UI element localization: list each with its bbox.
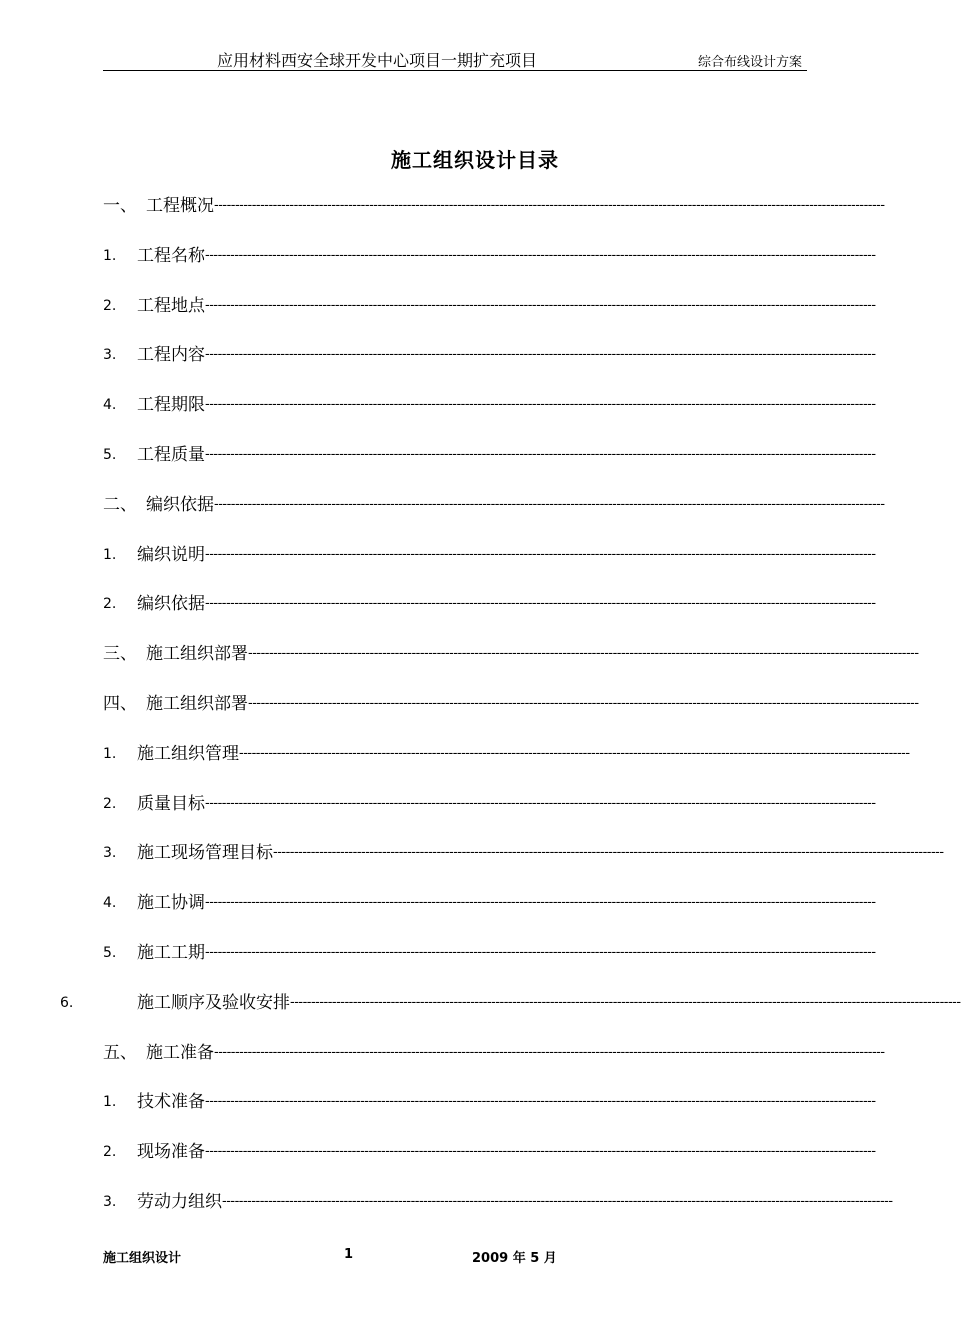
toc-entry-label: 技术准备 [137, 1092, 205, 1112]
toc-entry-text [137, 443, 876, 467]
toc-leader-dashes: ---------------------------------------------------------------------------------------------------------------------------------------------------------------- [205, 547, 876, 562]
toc-entry-label: 施工准备 [146, 1043, 214, 1063]
toc-entry-number: 6. [60, 995, 74, 1011]
toc-entry-number: 5. [103, 447, 117, 463]
toc-leader-dashes: ---------------------------------------------------------------------------------------------------------------------------------------------------------------- [214, 1045, 885, 1060]
toc-entry [0, 792, 950, 816]
toc-entry-number: 3. [103, 845, 117, 861]
toc-entry-number: 2. [103, 1144, 117, 1160]
toc-entry-label: 工程概况 [146, 196, 214, 216]
toc-entry-number: 3. [103, 347, 117, 363]
toc-leader-dashes: ---------------------------------------------------------------------------------------------------------------------------------------------------------------- [205, 298, 876, 313]
toc-entry-label: 现场准备 [137, 1142, 205, 1162]
toc-entry-number: 3. [103, 1194, 117, 1210]
toc-leader-dashes: ---------------------------------------------------------------------------------------------------------------------------------------------------------------- [290, 995, 961, 1010]
toc-entry [0, 1041, 950, 1065]
toc-entry-number: 三、 [103, 644, 137, 664]
toc-entry-label: 编织依据 [146, 495, 214, 515]
toc-entry-text [137, 991, 961, 1015]
toc-entry-number: 2. [103, 298, 117, 314]
toc-leader-dashes: ---------------------------------------------------------------------------------------------------------------------------------------------------------------- [248, 646, 919, 661]
toc-entry-text [137, 294, 876, 318]
toc-entry [0, 1140, 950, 1164]
toc-entry-text [137, 941, 876, 965]
toc-entry [0, 1090, 950, 1114]
toc-entry [0, 1190, 950, 1214]
toc-entry-number: 1. [103, 746, 117, 762]
toc-entry [0, 194, 950, 218]
toc-entry-text [146, 1041, 885, 1065]
toc-entry-number: 五、 [103, 1043, 137, 1063]
toc-leader-dashes: ---------------------------------------------------------------------------------------------------------------------------------------------------------------- [205, 895, 876, 910]
toc-entry-number: 2. [103, 796, 117, 812]
toc-entry-label: 工程地点 [137, 296, 205, 316]
toc-entry-label: 工程名称 [137, 246, 205, 266]
toc-entry-number: 4. [103, 895, 117, 911]
toc-entry [0, 941, 950, 965]
toc-entry [0, 692, 950, 716]
toc-entry-label: 施工组织部署 [146, 694, 248, 714]
toc-entry [0, 343, 950, 367]
toc-entry-text [146, 642, 919, 666]
toc-entry-text [137, 792, 876, 816]
toc-entry-text [146, 493, 885, 517]
toc-leader-dashes: ---------------------------------------------------------------------------------------------------------------------------------------------------------------- [239, 746, 910, 761]
toc-leader-dashes: ---------------------------------------------------------------------------------------------------------------------------------------------------------------- [205, 596, 876, 611]
toc-leader-dashes: ---------------------------------------------------------------------------------------------------------------------------------------------------------------- [205, 1094, 876, 1109]
toc-leader-dashes: ---------------------------------------------------------------------------------------------------------------------------------------------------------------- [205, 248, 876, 263]
toc-leader-dashes: ---------------------------------------------------------------------------------------------------------------------------------------------------------------- [205, 347, 876, 362]
toc-entry [0, 841, 950, 865]
toc-entry-label: 工程质量 [137, 445, 205, 465]
page-title: 施工组织设计目录 [391, 148, 559, 172]
toc-entry-label: 劳动力组织 [137, 1192, 222, 1212]
footer-page-number: 1 [344, 1247, 354, 1262]
toc-entry [0, 443, 950, 467]
toc-entry-label: 施工组织部署 [146, 644, 248, 664]
toc-entry-label: 质量目标 [137, 794, 205, 814]
toc-entry-text [137, 1090, 876, 1114]
toc-entry [0, 891, 950, 915]
toc-leader-dashes: ---------------------------------------------------------------------------------------------------------------------------------------------------------------- [273, 845, 944, 860]
toc-entry-text [146, 692, 919, 716]
toc-entry-text [137, 592, 876, 616]
toc-entry-text [137, 1140, 876, 1164]
toc-entry-label: 施工组织管理 [137, 744, 239, 764]
toc-entry-label: 施工顺序及验收安排 [137, 993, 290, 1013]
toc-entry-text [137, 393, 876, 417]
toc-entry-label: 施工现场管理目标 [137, 843, 273, 863]
toc-leader-dashes: ---------------------------------------------------------------------------------------------------------------------------------------------------------------- [214, 497, 885, 512]
footer-doc-name: 施工组织设计 [103, 1251, 182, 1266]
toc-entry-number: 4. [103, 397, 117, 413]
toc-entry-number: 四、 [103, 694, 137, 714]
toc-entry-text [137, 742, 910, 766]
toc-entry [0, 244, 950, 268]
header-project-name: 应用材料西安全球开发中心项目一期扩充项目 [217, 51, 538, 70]
toc-leader-dashes: ---------------------------------------------------------------------------------------------------------------------------------------------------------------- [214, 198, 885, 213]
toc-entry-text [137, 543, 876, 567]
footer-date: 2009 年 5 月 [472, 1251, 557, 1266]
toc-entry-number: 5. [103, 945, 117, 961]
toc-entry-number: 1. [103, 248, 117, 264]
toc-entry-number: 一、 [103, 196, 137, 216]
toc-leader-dashes: ---------------------------------------------------------------------------------------------------------------------------------------------------------------- [222, 1194, 893, 1209]
header-doc-type: 综合布线设计方案 [698, 55, 803, 70]
toc-entry-label: 编织依据 [137, 594, 205, 614]
toc-entry-number: 二、 [103, 495, 137, 515]
toc-entry [0, 642, 950, 666]
toc-entry [0, 543, 950, 567]
toc-entry-label: 工程内容 [137, 345, 205, 365]
toc-entry [0, 393, 950, 417]
toc-entry-text [137, 841, 944, 865]
toc-leader-dashes: ---------------------------------------------------------------------------------------------------------------------------------------------------------------- [205, 796, 876, 811]
toc-entry-label: 施工协调 [137, 893, 205, 913]
toc-leader-dashes: ---------------------------------------------------------------------------------------------------------------------------------------------------------------- [205, 397, 876, 412]
toc-entry-label: 施工工期 [137, 943, 205, 963]
toc-entry [0, 592, 950, 616]
toc-entry-number: 1. [103, 1094, 117, 1110]
toc-leader-dashes: ---------------------------------------------------------------------------------------------------------------------------------------------------------------- [205, 945, 876, 960]
toc-leader-dashes: ---------------------------------------------------------------------------------------------------------------------------------------------------------------- [248, 696, 919, 711]
toc-entry-text [137, 244, 876, 268]
toc-entry-text [146, 194, 885, 218]
toc-entry-label: 编织说明 [137, 545, 205, 565]
toc-entry [0, 294, 950, 318]
toc-leader-dashes: ---------------------------------------------------------------------------------------------------------------------------------------------------------------- [205, 447, 876, 462]
toc-entry-text [137, 1190, 893, 1214]
toc-entry [0, 742, 950, 766]
toc-entry [0, 493, 950, 517]
toc-entry-number: 1. [103, 547, 117, 563]
toc-leader-dashes: ---------------------------------------------------------------------------------------------------------------------------------------------------------------- [205, 1144, 876, 1159]
toc-entry-label: 工程期限 [137, 395, 205, 415]
toc-entry-number: 2. [103, 596, 117, 612]
toc-entry [0, 991, 961, 1015]
toc-entry-text [137, 891, 876, 915]
toc-entry-text [137, 343, 876, 367]
